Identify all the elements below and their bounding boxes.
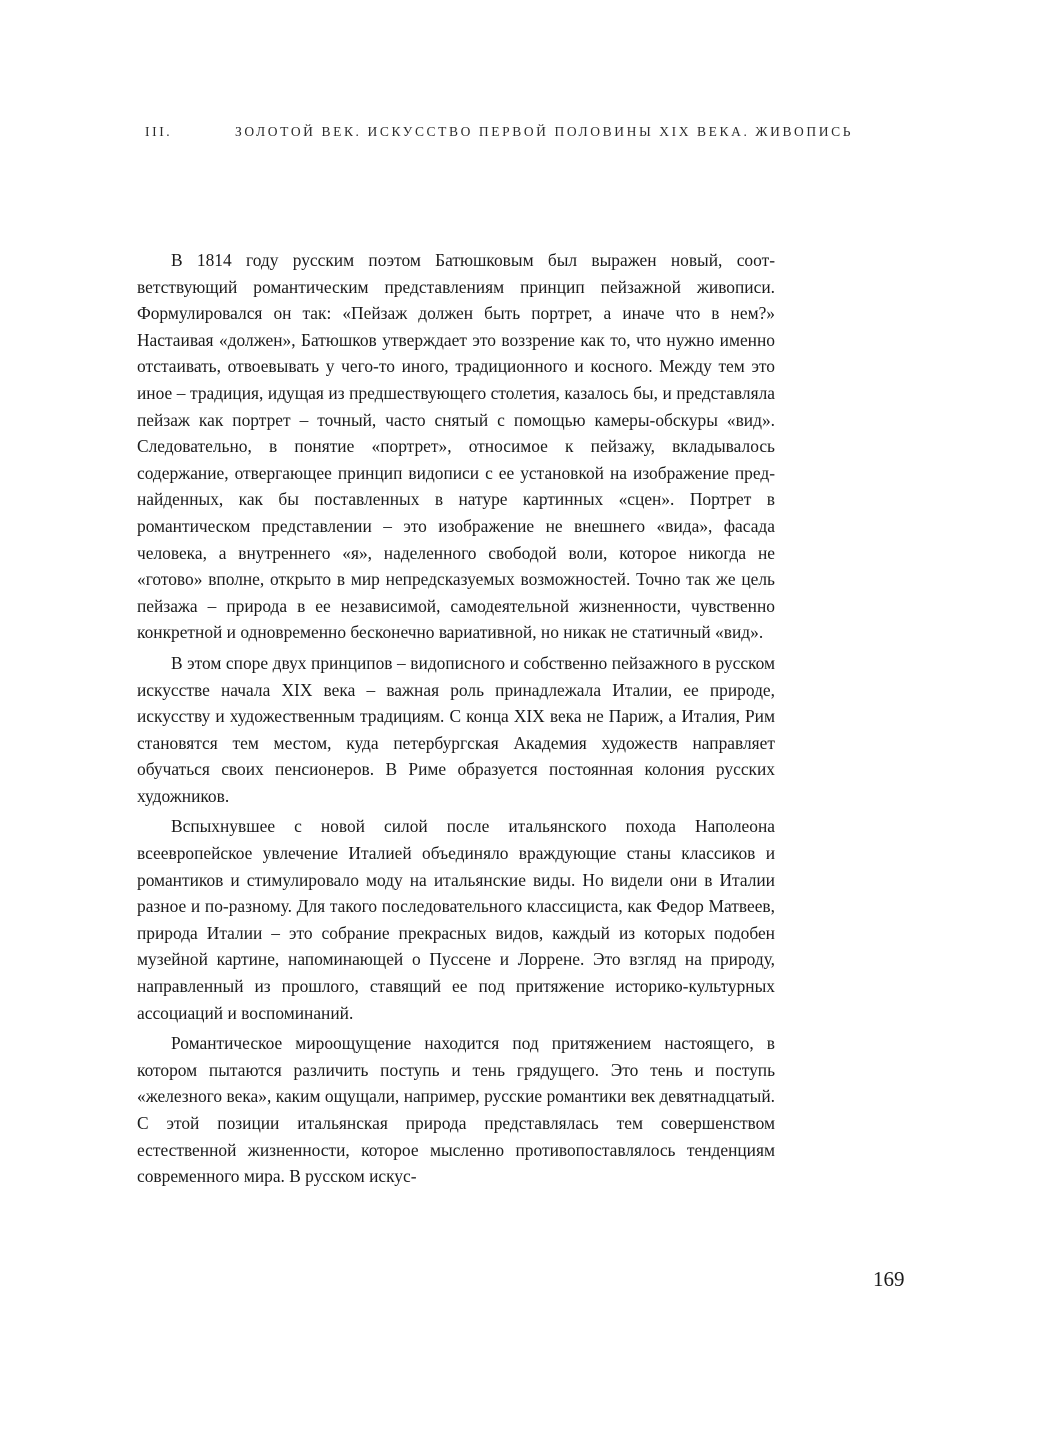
page-number: 169 <box>873 1267 905 1291</box>
chapter-title: ЗОЛОТОЙ ВЕК. ИСКУССТВО ПЕРВОЙ ПОЛОВИНЫ XIX ВЕКА. ЖИВОПИСЬ <box>235 124 854 139</box>
paragraph: Вспыхнувшее с новой силой после итальянского похода Наполеона всеевропейское увлечение Италией объединяло враждующие станы классиков и романтиков и стимулировало моду на итальянские виды. Но видели они в Италии разное и по-разному. Для такого последовательного классициста, как Федор Матвеев, природа Италии – это собрание прекрасных видов, каждый из которых подобен музейной картине, напоминающей о Пуссене и Лоррене. Это взгляд на природу, направленный из прошлого, ставящий ее под притяжение историко-культурных ассоциаций и воспоминаний. <box>137 816 775 1023</box>
paragraph: В 1814 году русским поэтом Батюшковым был выражен новый, соответствующий романтическим представлениям принцип пейзажной живописи. Формулировался он так: «Пейзаж должен быть портрет, а иначе что в нем?» Настаивая «должен», Батюшков утверждает это воззрение как то, что нужно именно отстаивать, отвоевывать у чего-то иного, традиционного и косного. Между тем это иное – традиция, идущая из предшествующего столетия, казалось бы, и представляла пейзаж как портрет – точный, часто снятый с помощью камеры-обскуры «вид». Следовательно, в понятие «портрет», относимое к пейзажу, вкладывалось содержание, отвергающее принцип видописи с ее установкой на изображение преднайденных, как бы поставленных в натуре картинных «сцен». Портрет в романтическом представлении – это изображение не внешнего «вида», фасада человека, а внутреннего «я», наделенного свободой воли, которое никогда не «готово» вполне, открыто в мир непредсказуемых возможностей. Точно так же цель пейзажа – природа в ее независимой, самодеятельной жизненности, чувственно конкретной и одновременно бесконечно вариативной, но никак не статичный «вид». <box>137 250 775 643</box>
paragraph: Романтическое мироощущение находится под притяжением настоящего, в котором пытаются различить поступь и тень грядущего. Это тень и поступь «железного века», каким ощущали, например, русские романтики век девятнадцатый. С этой позиции итальянская природа представлялась тем совершенством естественной жизненности, которое мысленно противопоставлялось тенденциям современного мира. В русском искус- <box>137 1033 775 1187</box>
running-head <box>145 124 885 140</box>
body-text <box>137 247 775 1194</box>
chapter-number: III. <box>145 124 173 139</box>
paragraph: В этом споре двух принципов – видописного и собственно пейзажного в русском искусстве начала XIX века – важная роль принадлежала Италии, ее природе, искусству и художественным традициям. С конца XIX века не Париж, а Италия, Рим становятся тем местом, куда петербургская Академия художеств направляет обучаться своих пенсионеров. В Риме образуется постоянная колония русских художников. <box>137 652 775 806</box>
